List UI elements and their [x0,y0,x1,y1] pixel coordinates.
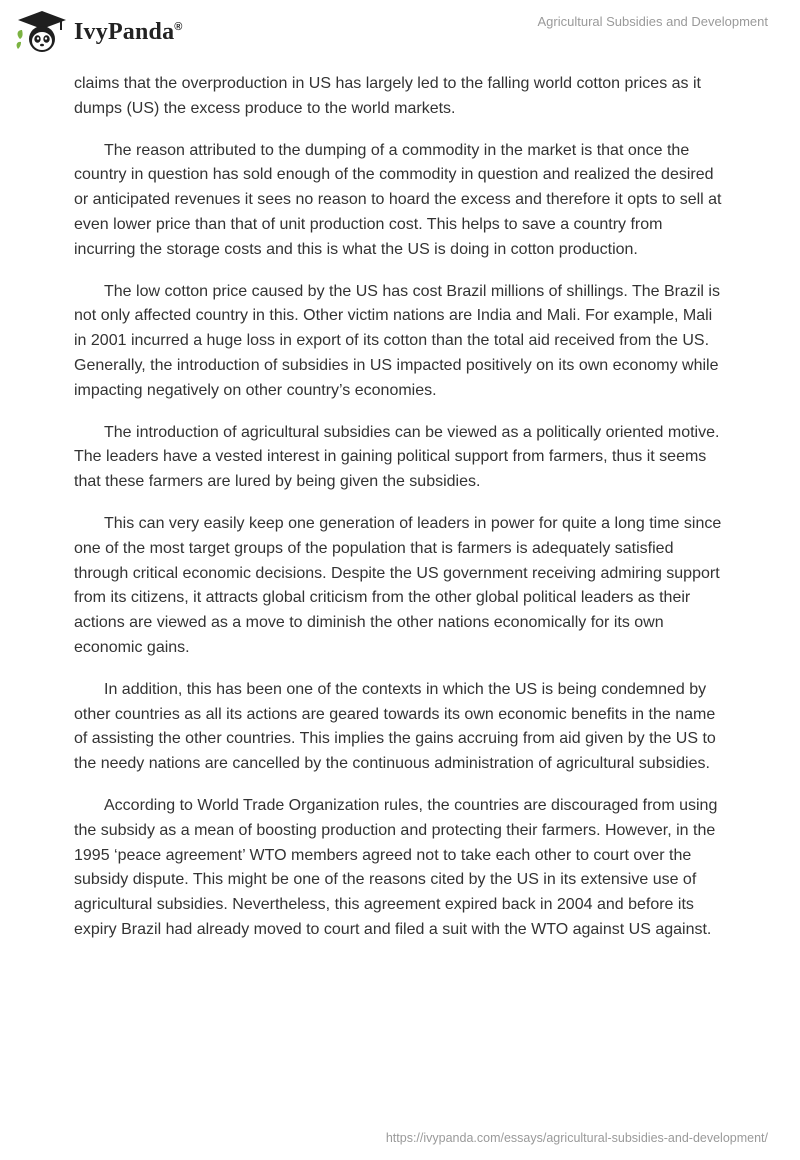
source-url-link[interactable]: https://ivypanda.com/essays/agricultural-subsidies-and-development/ [385,1131,768,1145]
page-header [0,0,800,62]
brand-logo[interactable] [14,9,183,55]
paragraph: In addition, this has been one of the contexts in which the US is being condemned by other countries as all its actions are geared towards its own economic benefits in the name of assisting the other countries. This implies the gains accruing from aid given by the US to the needy nations are cancelled by the continuous administration of agricultural subsidies. [74,680,716,773]
paragraph: This can very easily keep one generation of leaders in power for quite a long time since one of the most target groups of the population that is farmers is adequately satisfied through critical economic decisions. Despite the US government receiving admiring support from its citizens, it attracts global criticism from the other global political leaders as their actions are viewed as a move to diminish the other nations economically for its own economic gains. [74,514,722,656]
brand-name: IvyPanda® [74,18,183,45]
paragraph: The low cotton price caused by the US has cost Brazil millions of shillings. The Brazil is not only affected country in this. Other victim nations are India and Mali. For example, Mali in 2001 incurred a huge loss in export of its cotton than the total aid received from the US. Generally, the introduction of subsidies in US impacted positively on its own economy while impacting negatively on other country’s economies. [74,282,720,399]
paragraph: According to World Trade Organization rules, the countries are discouraged from using the subsidy as a mean of boosting production and protecting their farmers. However, in the 1995 ‘peace agreement’ WTO members agreed not to take each other to court over the subsidy dispute. This might be one of the reasons cited by the US in its extensive use of agricultural subsidies. Nevertheless, this agreement expired back in 2004 and before its expiry Brazil had already moved to court and filed a suit with the WTO against US against. [74,796,718,938]
panda-logo-icon [14,9,70,55]
paragraph: The introduction of agricultural subsidies can be viewed as a politically oriented motive. The leaders have a vested interest in gaining political support from farmers, thus it seems that these farmers are lured by being given the subsidies. [74,423,720,491]
document-title: Agricultural Subsidies and Development [537,14,768,29]
paragraph: The reason attributed to the dumping of a commodity in the market is that once the country in question has sold enough of the commodity in question and realized the desired or anticipated revenues it sees no reason to hoard the excess and therefore it opts to sell at even lower price than that of unit production cost. This helps to save a country from incurring the storage costs and this is what the US is doing in cotton production. [74,141,722,258]
essay-body [74,72,724,960]
paragraph: claims that the overproduction in US has largely led to the falling world cotton prices as it dumps (US) the excess produce to the world markets. [74,75,701,117]
